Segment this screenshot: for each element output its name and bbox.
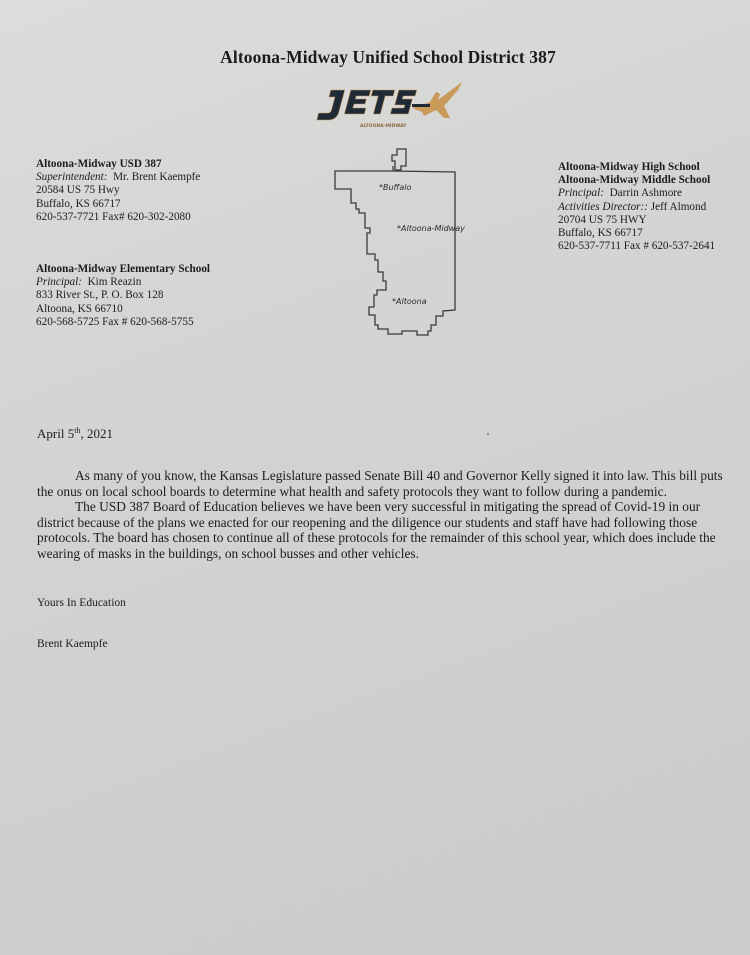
letterhead-title: Altoona-Midway Unified School District 387 [220, 47, 556, 67]
high-middle-block [558, 161, 715, 253]
district-map-icon [325, 145, 485, 340]
letter-body [37, 468, 737, 562]
letter-paragraph-1: As many of you know, the Kansas Legislature passed Senate Bill 40 and Governor Kelly signed it into law. This bill puts the onus on local school boards to determine what health and safety protocols they want to follow during a pandemic. [37, 468, 723, 499]
hs-principal-name: Darrin Ashmore [609, 187, 682, 200]
letter-closing: Yours In Education [37, 597, 126, 609]
elementary-principal-label: Principal: [36, 276, 82, 289]
elementary-block [36, 263, 210, 329]
logo-subtext: ALTOONA-MIDWAY [360, 124, 407, 129]
letter-paragraph-2: The USD 387 Board of Education believes we have been very successful in mitigating the spread of Covid-19 in our district because of the plans we enacted for our reopening and the diligence our students and staff have had following those protocols. The board has chosen to continue all of these protocols for the remainder of this school year, which does include the wearing of masks in the buildings, on school busses and other vehicles. [37, 499, 716, 561]
district-address-line2: Buffalo, KS 66717 [36, 197, 121, 210]
letter-signature: Brent Kaempfe [37, 638, 108, 650]
letter-date: April 5th, 2021 [37, 426, 113, 441]
district-address-line1: 20584 US 75 Hwy [36, 184, 120, 197]
high-school-name: Altoona-Midway High School [558, 161, 700, 173]
map-label-altoona: *Altoona [392, 297, 427, 306]
elementary-principal-name: Kim Reazin [87, 276, 142, 289]
map-label-buffalo: *Buffalo [379, 183, 412, 192]
district-office-block [36, 158, 200, 224]
map-label-altoona-midway: *Altoona-Midway [397, 224, 465, 233]
elementary-address-line2: Altoona, KS 66710 [36, 302, 123, 315]
elementary-phone: 620-568-5725 Fax # 620-568-5755 [36, 315, 194, 328]
activities-director-name: Jeff Almond [650, 200, 707, 213]
paper-speck [487, 433, 489, 435]
district-phone: 620-537-7721 Fax# 620-302-2080 [36, 210, 191, 223]
elementary-address-line1: 833 River St., P. O. Box 128 [36, 289, 164, 302]
hs-address-line1: 20704 US 75 HWY [558, 213, 647, 226]
hs-address-line2: Buffalo, KS 66717 [558, 227, 643, 240]
jets-logo-icon [312, 78, 467, 134]
activities-director-label: Activities Director:: [558, 200, 648, 213]
district-office-name: Altoona-Midway USD 387 [36, 158, 162, 170]
superintendent-label: Superintendent: [36, 171, 108, 184]
elementary-name: Altoona-Midway Elementary School [36, 263, 211, 275]
hs-phone: 620-537-7711 Fax # 620-537-2641 [558, 240, 716, 253]
hs-principal-label: Principal: [558, 187, 604, 200]
middle-school-name: Altoona-Midway Middle School [558, 174, 711, 187]
superintendent-name: Mr. Brent Kaempfe [113, 171, 201, 184]
